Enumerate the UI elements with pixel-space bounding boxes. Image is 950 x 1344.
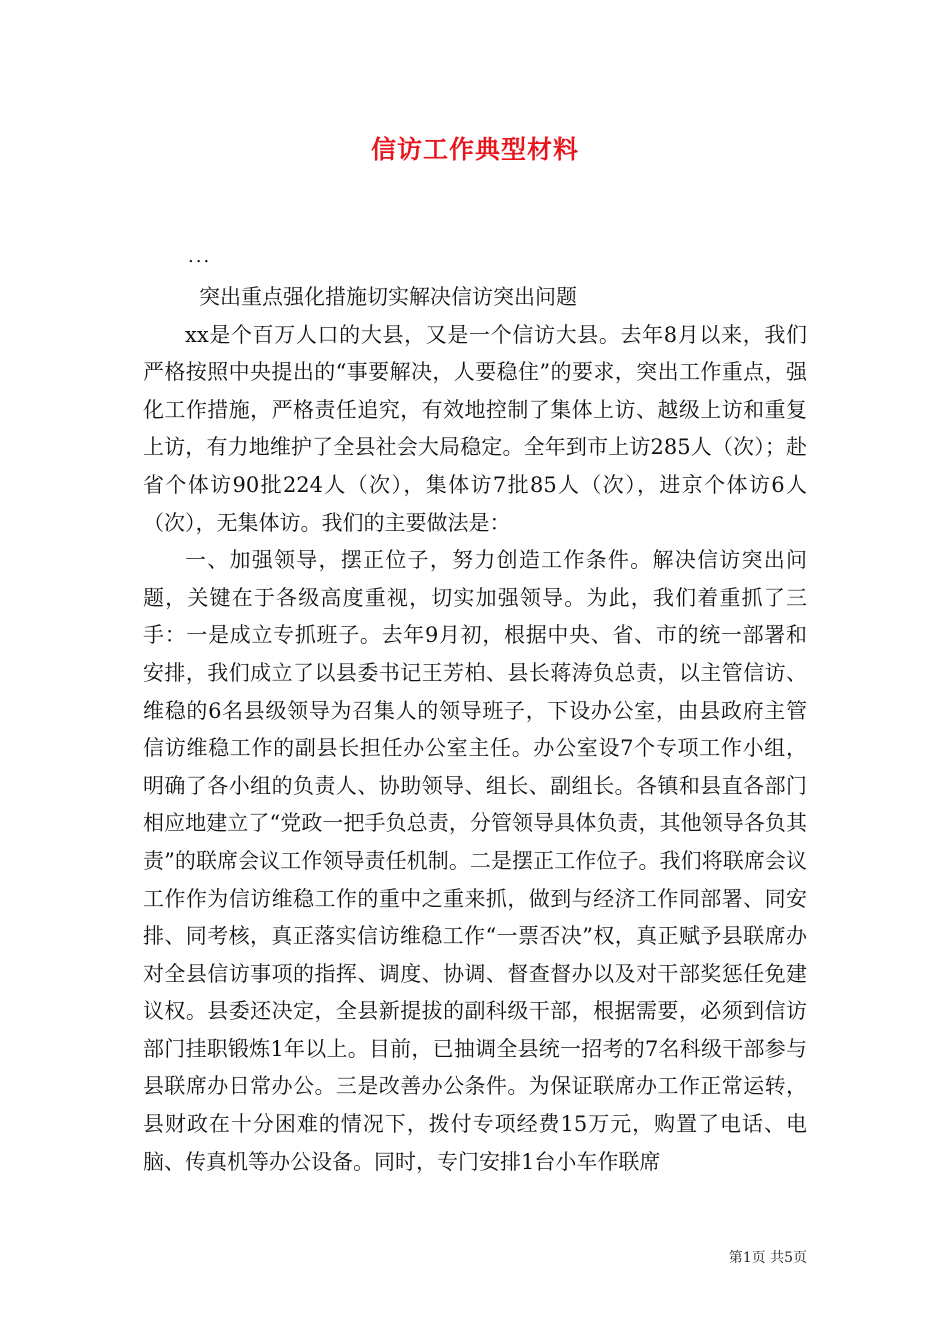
paragraph-intro: xx是个百万人口的大县，又是一个信访大县。去年8月以来，我们严格按照中央提出的“事要解决，人要稳住”的要求，突出工作重点，强化工作措施，严格责任追究，有效地控制了集体上访、越级上访和重复上访，有力地维护了全县社会大局稳定。全年到市上访285人（次）；赴省个体访90批224人（次），集体访7批85人（次），进京个体访6人（次），无集体访。我们的主要做法是： [143, 322, 807, 535]
ellipsis-marker: ... [188, 246, 212, 267]
document-subtitle: 突出重点强化措施切实解决信访突出问题 [199, 285, 577, 309]
paragraph-section-one: 一、加强领导，摆正位子，努力创造工作条件。解决信访突出问题，关键在于各级高度重视，切实加强领导。为此，我们着重抓了三手：一是成立专抓班子。去年9月初，根据中央、省、市的统一部署和安排，我们成立了以县委书记王芳柏、县长蒋涛负总责，以主管信访、维稳的6名县级领导为召集人的领导班子，下设办公室，由县政府主管信访维稳工作的副县长担任办公室主任。办公室设7个专项工作小组，明确了各小组的负责人、协助领导、组长、副组长。各镇和县直各部门相应地建立了“党政一把手负总责，分管领导具体负责，其他领导各负其责”的联席会议工作领导责任机制。二是摆正工作位子。我们将联席会议工作作为信访维稳工作的重中之重来抓，做到与经济工作同部署、同安排、同考核，真正落实信访维稳工作“一票否决”权，真正赋予县联席办对全县信访事项的指挥、调度、协调、督查督办以及对干部奖惩任免建议权。县委还决定，全县新提拔的副科级干部，根据需要，必须到信访部门挂职锻炼1年以上。目前，已抽调全县统一招考的7名科级干部参与县联席办日常办公。三是改善办公条件。为保证联席办工作正常运转，县财政在十分困难的情况下，拨付专项经费15万元，购置了电话、电脑、传真机等办公设备。同时，专门安排1台小车作联席 [143, 548, 807, 1174]
document-title: 信访工作典型材料 [370, 135, 579, 164]
document-body [143, 279, 807, 1181]
page-number-footer: 第1页 共5页 [728, 1250, 807, 1266]
